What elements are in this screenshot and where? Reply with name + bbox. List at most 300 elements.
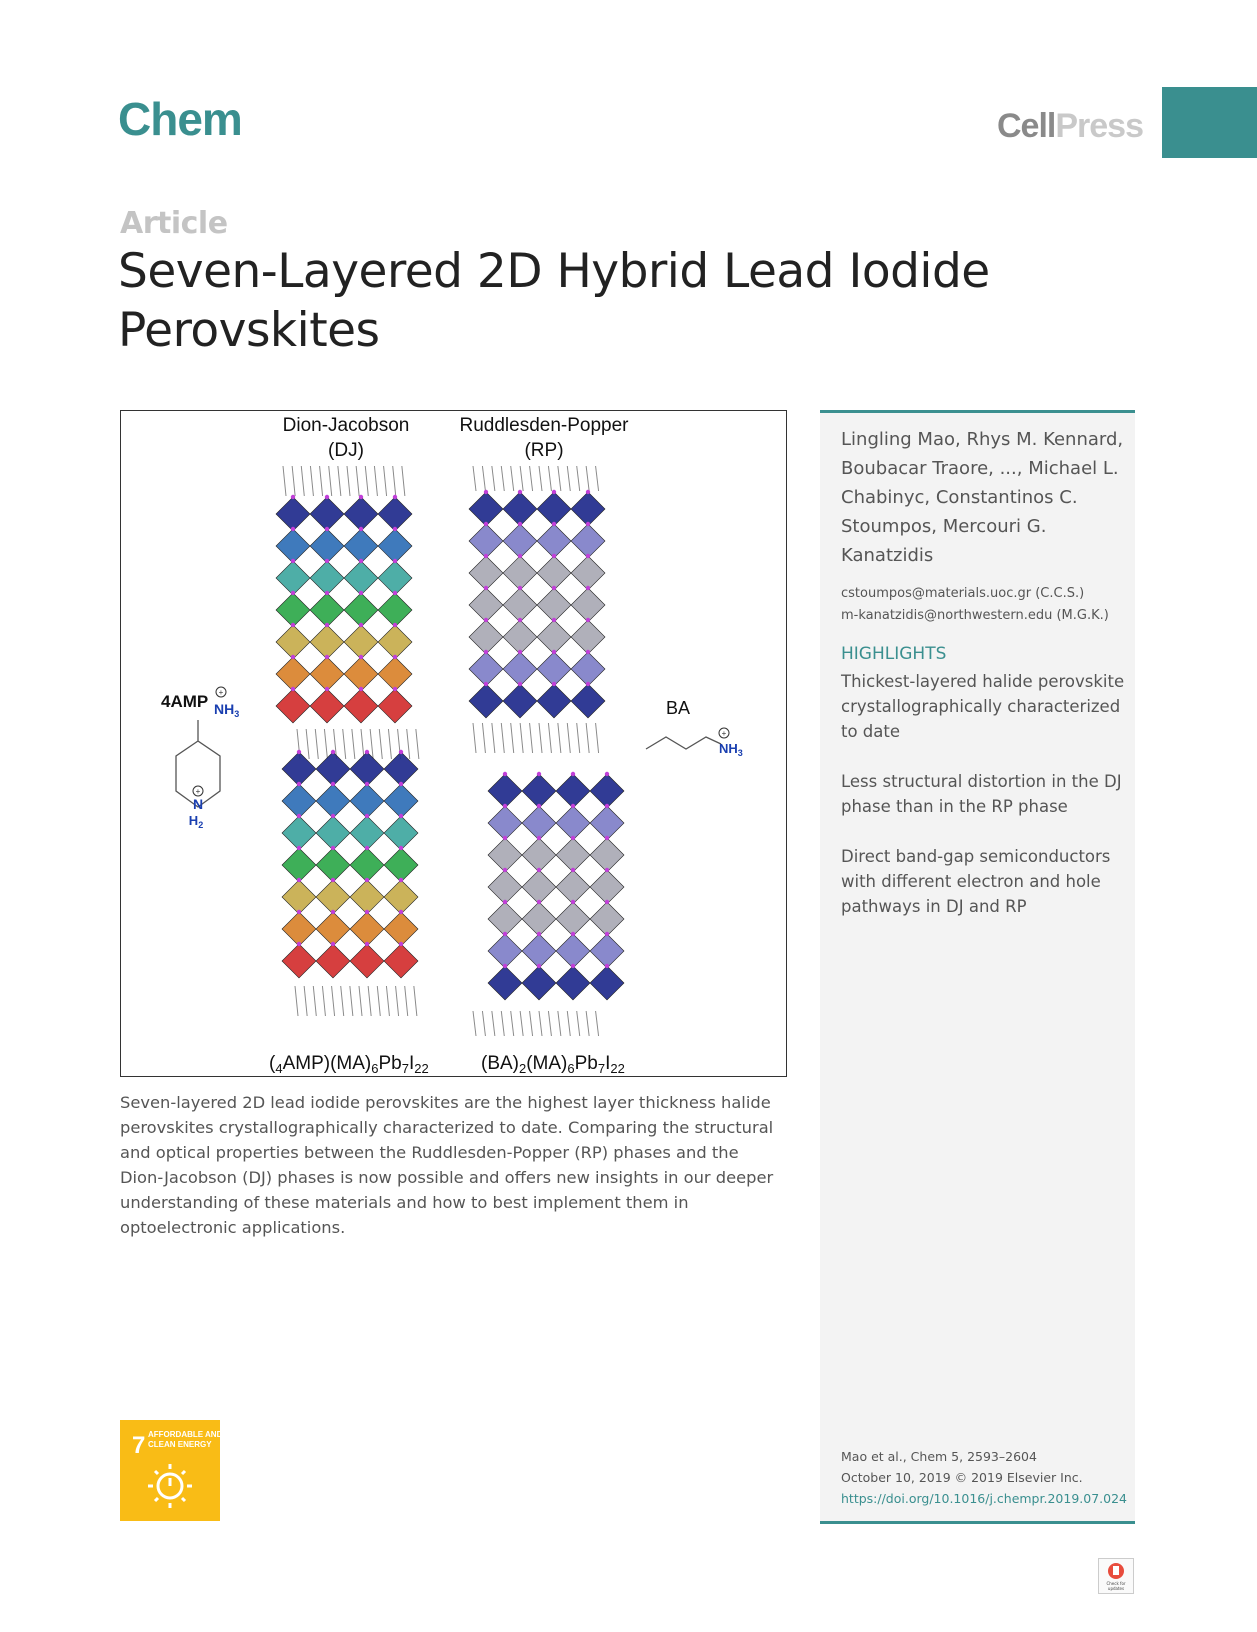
iodide-atom <box>325 655 329 659</box>
rp-formula: $(BA)_2(MA)_6Pb_7I_{22}$ <box>481 1053 625 1076</box>
organic-spacer <box>347 466 350 496</box>
octahedron <box>537 588 571 622</box>
organic-spacer <box>567 723 570 753</box>
octahedron <box>310 625 344 659</box>
organic-spacer <box>596 1011 599 1036</box>
iodide-atom <box>399 782 403 786</box>
iodide-atom <box>365 814 369 818</box>
octahedron <box>282 880 316 914</box>
iodide-atom <box>393 495 397 499</box>
octahedron <box>310 561 344 595</box>
iodide-atom <box>325 559 329 563</box>
organic-spacer <box>586 723 589 753</box>
organic-spacer <box>577 723 580 753</box>
check-badge-line1: Check for <box>1106 1581 1126 1586</box>
iodide-atom <box>484 554 488 558</box>
octahedron <box>378 689 412 723</box>
iodide-atom <box>484 490 488 494</box>
iodide-atom <box>571 836 575 840</box>
iodide-atom <box>331 814 335 818</box>
organic-spacer <box>396 986 399 1016</box>
iodide-atom <box>291 655 295 659</box>
octahedron <box>522 902 556 936</box>
octahedron <box>522 870 556 904</box>
organic-spacer <box>315 729 318 759</box>
organic-spacer <box>577 466 580 491</box>
organic-spacer <box>370 729 373 759</box>
iodide-atom <box>291 687 295 691</box>
octahedron <box>310 657 344 691</box>
iodide-atom <box>399 814 403 818</box>
octahedron <box>503 684 537 718</box>
organic-spacer <box>530 466 533 491</box>
iodide-atom <box>359 495 363 499</box>
sdg-text-line1: AFFORDABLE AND <box>148 1430 220 1439</box>
iodide-atom <box>552 586 556 590</box>
svg-text:NH3: $NH_3$ <box>719 741 743 758</box>
publisher-logo-cell: Cell <box>997 107 1056 145</box>
iodide-atom <box>399 846 403 850</box>
organic-spacer <box>310 466 313 496</box>
iodide-atom <box>503 804 507 808</box>
octahedron <box>316 784 350 818</box>
ba-label: BA <box>666 698 691 718</box>
iodide-atom <box>393 527 397 531</box>
highlight-item: Thickest-layered halide perovskite crystallographically characterized to date <box>841 672 1125 741</box>
octahedron <box>384 944 418 978</box>
abstract-text: Seven-layered 2D lead iodide perovskites are the highest layer thickness halide perovskites crystallographically characterized to date. Comparing the structural and optical properties between the Ruddlesden-Popper (RP) phases and the Dion-Jacobson (DJ) phases is now possible and offers new insights in our deeper understanding of these materials and how to best implement them in optoelectronic applications. <box>120 1093 774 1237</box>
octahedron <box>316 752 350 786</box>
octahedron <box>344 497 378 531</box>
octahedron <box>316 944 350 978</box>
sdg-number: 7 <box>132 1432 146 1459</box>
octahedron <box>488 838 522 872</box>
iodide-atom <box>586 490 590 494</box>
octahedron <box>282 848 316 882</box>
sun-power-icon <box>148 1464 192 1508</box>
octahedron <box>344 593 378 627</box>
iodide-atom <box>518 490 522 494</box>
organic-spacer <box>558 466 561 491</box>
organic-spacer <box>558 723 561 753</box>
author-list: Lingling Mao, Rhys M. Kennard, Boubacar Traore, ..., Michael L. Chabinyc, Constantinos C. Stoumpos, Mercouri G. Kanatzidis <box>841 429 1124 566</box>
octahedron <box>316 848 350 882</box>
iodide-atom <box>605 836 609 840</box>
octahedron <box>590 838 624 872</box>
octahedron <box>350 944 384 978</box>
octahedron <box>276 497 310 531</box>
check-for-updates-badge[interactable] <box>1098 1558 1134 1594</box>
octahedron <box>469 652 503 686</box>
organic-spacer <box>283 466 286 496</box>
iodide-atom <box>393 655 397 659</box>
iodide-atom <box>393 623 397 627</box>
iodide-atom <box>297 782 301 786</box>
organic-spacer <box>301 466 304 496</box>
octahedron <box>469 556 503 590</box>
organic-spacer <box>414 986 417 1016</box>
octahedron <box>556 870 590 904</box>
svg-text:NH3: $NH_3$ <box>214 701 240 719</box>
octahedron <box>488 870 522 904</box>
octahedron <box>522 934 556 968</box>
organic-spacer <box>368 986 371 1016</box>
rp-crystal-structure <box>469 466 624 1036</box>
iodide-atom <box>393 559 397 563</box>
iodide-atom <box>297 878 301 882</box>
octahedron <box>310 529 344 563</box>
organic-spacer <box>539 466 542 491</box>
octahedron <box>503 524 537 558</box>
organic-spacer <box>388 729 391 759</box>
octahedron <box>590 902 624 936</box>
organic-spacer <box>304 986 307 1016</box>
dj-crystal-structure <box>276 466 419 1016</box>
svg-text:+: + <box>218 688 224 697</box>
octahedron <box>344 689 378 723</box>
octahedron <box>384 848 418 882</box>
organic-spacer <box>324 729 327 759</box>
iodide-atom <box>537 932 541 936</box>
iodide-atom <box>291 495 295 499</box>
iodide-atom <box>393 591 397 595</box>
octahedron <box>537 684 571 718</box>
iodide-atom <box>297 814 301 818</box>
octahedron <box>537 556 571 590</box>
organic-spacer <box>577 1011 580 1036</box>
iodide-atom <box>331 782 335 786</box>
iodide-atom <box>605 804 609 808</box>
octahedron <box>556 806 590 840</box>
iodide-atom <box>484 522 488 526</box>
iodide-atom <box>359 591 363 595</box>
iodide-atom <box>518 682 522 686</box>
iodide-atom <box>365 846 369 850</box>
iodide-atom <box>291 559 295 563</box>
octahedron <box>316 816 350 850</box>
iodide-atom <box>605 900 609 904</box>
iodide-atom <box>571 772 575 776</box>
iodide-atom <box>571 804 575 808</box>
octahedron <box>537 652 571 686</box>
citation-block <box>841 1446 1127 1509</box>
email-stoumpos[interactable]: cstoumpos@materials.uoc.gr (C.C.S.) <box>841 586 1085 601</box>
iodide-atom <box>552 650 556 654</box>
iodide-atom <box>359 559 363 563</box>
octahedron <box>350 848 384 882</box>
organic-spacer <box>322 986 325 1016</box>
iodide-atom <box>586 650 590 654</box>
octahedron <box>378 497 412 531</box>
organic-spacer <box>407 729 410 759</box>
iodide-atom <box>605 964 609 968</box>
dj-abbr: (DJ) <box>328 440 364 461</box>
4amp-molecule <box>161 687 239 830</box>
octahedron <box>276 689 310 723</box>
check-badge-line2: updates <box>1107 1586 1125 1591</box>
organic-spacer <box>520 466 523 491</box>
octahedron <box>488 774 522 808</box>
octahedron <box>350 816 384 850</box>
email-kanatzidis[interactable]: m-kanatzidis@northwestern.edu (M.G.K.) <box>841 608 1109 623</box>
citation-reference: Mao et al., Chem 5, 2593–2604 <box>841 1449 1037 1464</box>
octahedron <box>282 752 316 786</box>
octahedron <box>571 556 605 590</box>
iodide-atom <box>331 750 335 754</box>
octahedron <box>522 966 556 1000</box>
iodide-atom <box>503 772 507 776</box>
4amp-label: 4AMP <box>161 692 209 711</box>
organic-spacer <box>530 723 533 753</box>
iodide-atom <box>331 910 335 914</box>
octahedron <box>316 912 350 946</box>
iodide-atom <box>365 782 369 786</box>
organic-spacer <box>341 986 344 1016</box>
octahedron <box>276 657 310 691</box>
article-info-sidebar <box>820 410 1135 1524</box>
octahedron <box>556 774 590 808</box>
iodide-atom <box>325 687 329 691</box>
iodide-atom <box>586 618 590 622</box>
octahedron <box>282 944 316 978</box>
organic-spacer <box>405 986 408 1016</box>
octahedron <box>282 784 316 818</box>
organic-spacer <box>511 1011 514 1036</box>
octahedron <box>488 966 522 1000</box>
organic-spacer <box>365 466 368 496</box>
organic-spacer <box>402 466 405 496</box>
4amp-nh-label: NH <box>214 701 235 717</box>
organic-spacer <box>501 466 504 491</box>
organic-spacer <box>350 986 353 1016</box>
octahedron <box>571 652 605 686</box>
octahedron <box>571 588 605 622</box>
octahedron <box>522 774 556 808</box>
graphical-abstract-figure <box>120 410 787 1077</box>
organic-spacer <box>482 466 485 491</box>
octahedron <box>310 689 344 723</box>
iodide-atom <box>297 942 301 946</box>
octahedron <box>384 880 418 914</box>
citation-date: October 10, 2019 © 2019 Elsevier Inc. <box>841 1470 1083 1485</box>
octahedron <box>384 816 418 850</box>
iodide-atom <box>537 900 541 904</box>
svg-text:H2: $H_2$ <box>188 813 204 830</box>
ba-nh-label: NH <box>719 741 738 756</box>
octahedron <box>590 934 624 968</box>
organic-spacer <box>473 1011 476 1036</box>
iodide-atom <box>586 554 590 558</box>
organic-spacer <box>352 729 355 759</box>
iodide-atom <box>552 522 556 526</box>
iodide-atom <box>484 586 488 590</box>
octahedron <box>276 593 310 627</box>
iodide-atom <box>518 554 522 558</box>
octahedron <box>556 934 590 968</box>
iodide-atom <box>325 591 329 595</box>
iodide-atom <box>552 554 556 558</box>
organic-spacer <box>548 1011 551 1036</box>
organic-spacer <box>492 1011 495 1036</box>
corner-tab <box>1162 87 1257 158</box>
iodide-atom <box>359 655 363 659</box>
organic-spacer <box>416 729 419 759</box>
octahedron <box>350 784 384 818</box>
iodide-atom <box>605 772 609 776</box>
rp-abbr: (RP) <box>524 440 564 461</box>
organic-spacer <box>520 1011 523 1036</box>
iodide-atom <box>605 932 609 936</box>
octahedron <box>276 625 310 659</box>
svg-text:+: + <box>195 787 201 796</box>
octahedron <box>571 524 605 558</box>
octahedron <box>469 620 503 654</box>
iodide-atom <box>399 942 403 946</box>
iodide-atom <box>503 868 507 872</box>
organic-spacer <box>520 723 523 753</box>
organic-spacer <box>539 1011 542 1036</box>
svg-text:+: + <box>721 729 727 738</box>
iodide-atom <box>365 878 369 882</box>
iodide-atom <box>359 623 363 627</box>
iodide-atom <box>518 618 522 622</box>
organic-spacer <box>596 723 599 753</box>
octahedron <box>344 529 378 563</box>
iodide-atom <box>399 910 403 914</box>
octahedron <box>378 625 412 659</box>
octahedron <box>378 529 412 563</box>
iodide-atom <box>399 878 403 882</box>
octahedron <box>310 497 344 531</box>
organic-spacer <box>482 723 485 753</box>
doi-link[interactable]: https://doi.org/10.1016/j.chempr.2019.07.024 <box>841 1491 1127 1506</box>
octahedron <box>503 620 537 654</box>
octahedron <box>378 593 412 627</box>
iodide-atom <box>518 650 522 654</box>
octahedron <box>316 880 350 914</box>
organic-spacer <box>567 466 570 491</box>
organic-spacer <box>586 466 589 491</box>
highlights-heading: HIGHLIGHTS <box>841 644 947 664</box>
octahedron <box>276 561 310 595</box>
iodide-atom <box>537 868 541 872</box>
organic-spacer <box>329 466 332 496</box>
rp-label: Ruddlesden-Popper <box>459 415 629 436</box>
octahedron <box>556 838 590 872</box>
octahedron <box>469 684 503 718</box>
iodide-atom <box>359 527 363 531</box>
iodide-atom <box>571 900 575 904</box>
octahedron <box>276 529 310 563</box>
iodide-atom <box>325 623 329 627</box>
dj-formula: $(_4AMP)(MA)_6Pb_7I_{22}$ <box>269 1053 429 1076</box>
iodide-atom <box>503 836 507 840</box>
organic-spacer <box>501 723 504 753</box>
octahedron <box>537 620 571 654</box>
iodide-atom <box>552 682 556 686</box>
octahedron <box>344 657 378 691</box>
dj-label: Dion-Jacobson <box>282 415 410 436</box>
octahedron <box>350 880 384 914</box>
octahedron <box>310 593 344 627</box>
iodide-atom <box>537 836 541 840</box>
octahedron <box>282 912 316 946</box>
octahedron <box>590 966 624 1000</box>
iodide-atom <box>503 964 507 968</box>
iodide-atom <box>586 522 590 526</box>
iodide-atom <box>605 868 609 872</box>
organic-spacer <box>361 729 364 759</box>
organic-spacer <box>511 466 514 491</box>
iodide-atom <box>571 932 575 936</box>
highlight-item: Direct band-gap semiconductors with different electron and hole pathways in DJ and RP <box>841 847 1111 916</box>
octahedron <box>537 492 571 526</box>
article-type: Article <box>120 206 228 241</box>
iodide-atom <box>571 868 575 872</box>
iodide-atom <box>537 772 541 776</box>
organic-spacer <box>586 1011 589 1036</box>
iodide-atom <box>291 623 295 627</box>
sdg-text-line2: CLEAN ENERGY <box>148 1440 212 1449</box>
iodide-atom <box>331 878 335 882</box>
journal-logo: Chem <box>118 93 242 145</box>
iodide-atom <box>325 527 329 531</box>
octahedron <box>590 774 624 808</box>
organic-spacer <box>338 466 341 496</box>
iodide-atom <box>586 682 590 686</box>
octahedron <box>571 620 605 654</box>
iodide-atom <box>393 687 397 691</box>
iodide-atom <box>503 900 507 904</box>
contact-emails <box>841 583 1109 627</box>
iodide-atom <box>552 618 556 622</box>
iodide-atom <box>359 687 363 691</box>
organic-spacer <box>292 466 295 496</box>
octahedron <box>384 752 418 786</box>
organic-spacer <box>393 466 396 496</box>
iodide-atom <box>365 910 369 914</box>
ba-molecule <box>646 698 743 758</box>
iodide-atom <box>552 490 556 494</box>
iodide-atom <box>331 846 335 850</box>
iodide-atom <box>325 495 329 499</box>
iodide-atom <box>331 942 335 946</box>
organic-spacer <box>492 466 495 491</box>
organic-spacer <box>377 986 380 1016</box>
octahedron <box>384 912 418 946</box>
highlights-list <box>841 669 1126 944</box>
iodide-atom <box>484 618 488 622</box>
octahedron <box>488 806 522 840</box>
4amp-h-label: H <box>188 813 199 828</box>
octahedron <box>469 492 503 526</box>
octahedron <box>344 561 378 595</box>
iodide-atom <box>291 591 295 595</box>
iodide-atom <box>484 682 488 686</box>
organic-spacer <box>558 1011 561 1036</box>
organic-spacer <box>384 466 387 496</box>
iodide-atom <box>297 910 301 914</box>
octahedron <box>378 657 412 691</box>
page-title: Seven-Layered 2D Hybrid Lead Iodide Perovskites <box>118 244 990 358</box>
organic-spacer <box>306 729 309 759</box>
organic-spacer <box>548 723 551 753</box>
octahedron <box>556 902 590 936</box>
organic-spacer <box>567 1011 570 1036</box>
octahedron <box>350 912 384 946</box>
iodide-atom <box>518 586 522 590</box>
octahedron <box>571 492 605 526</box>
